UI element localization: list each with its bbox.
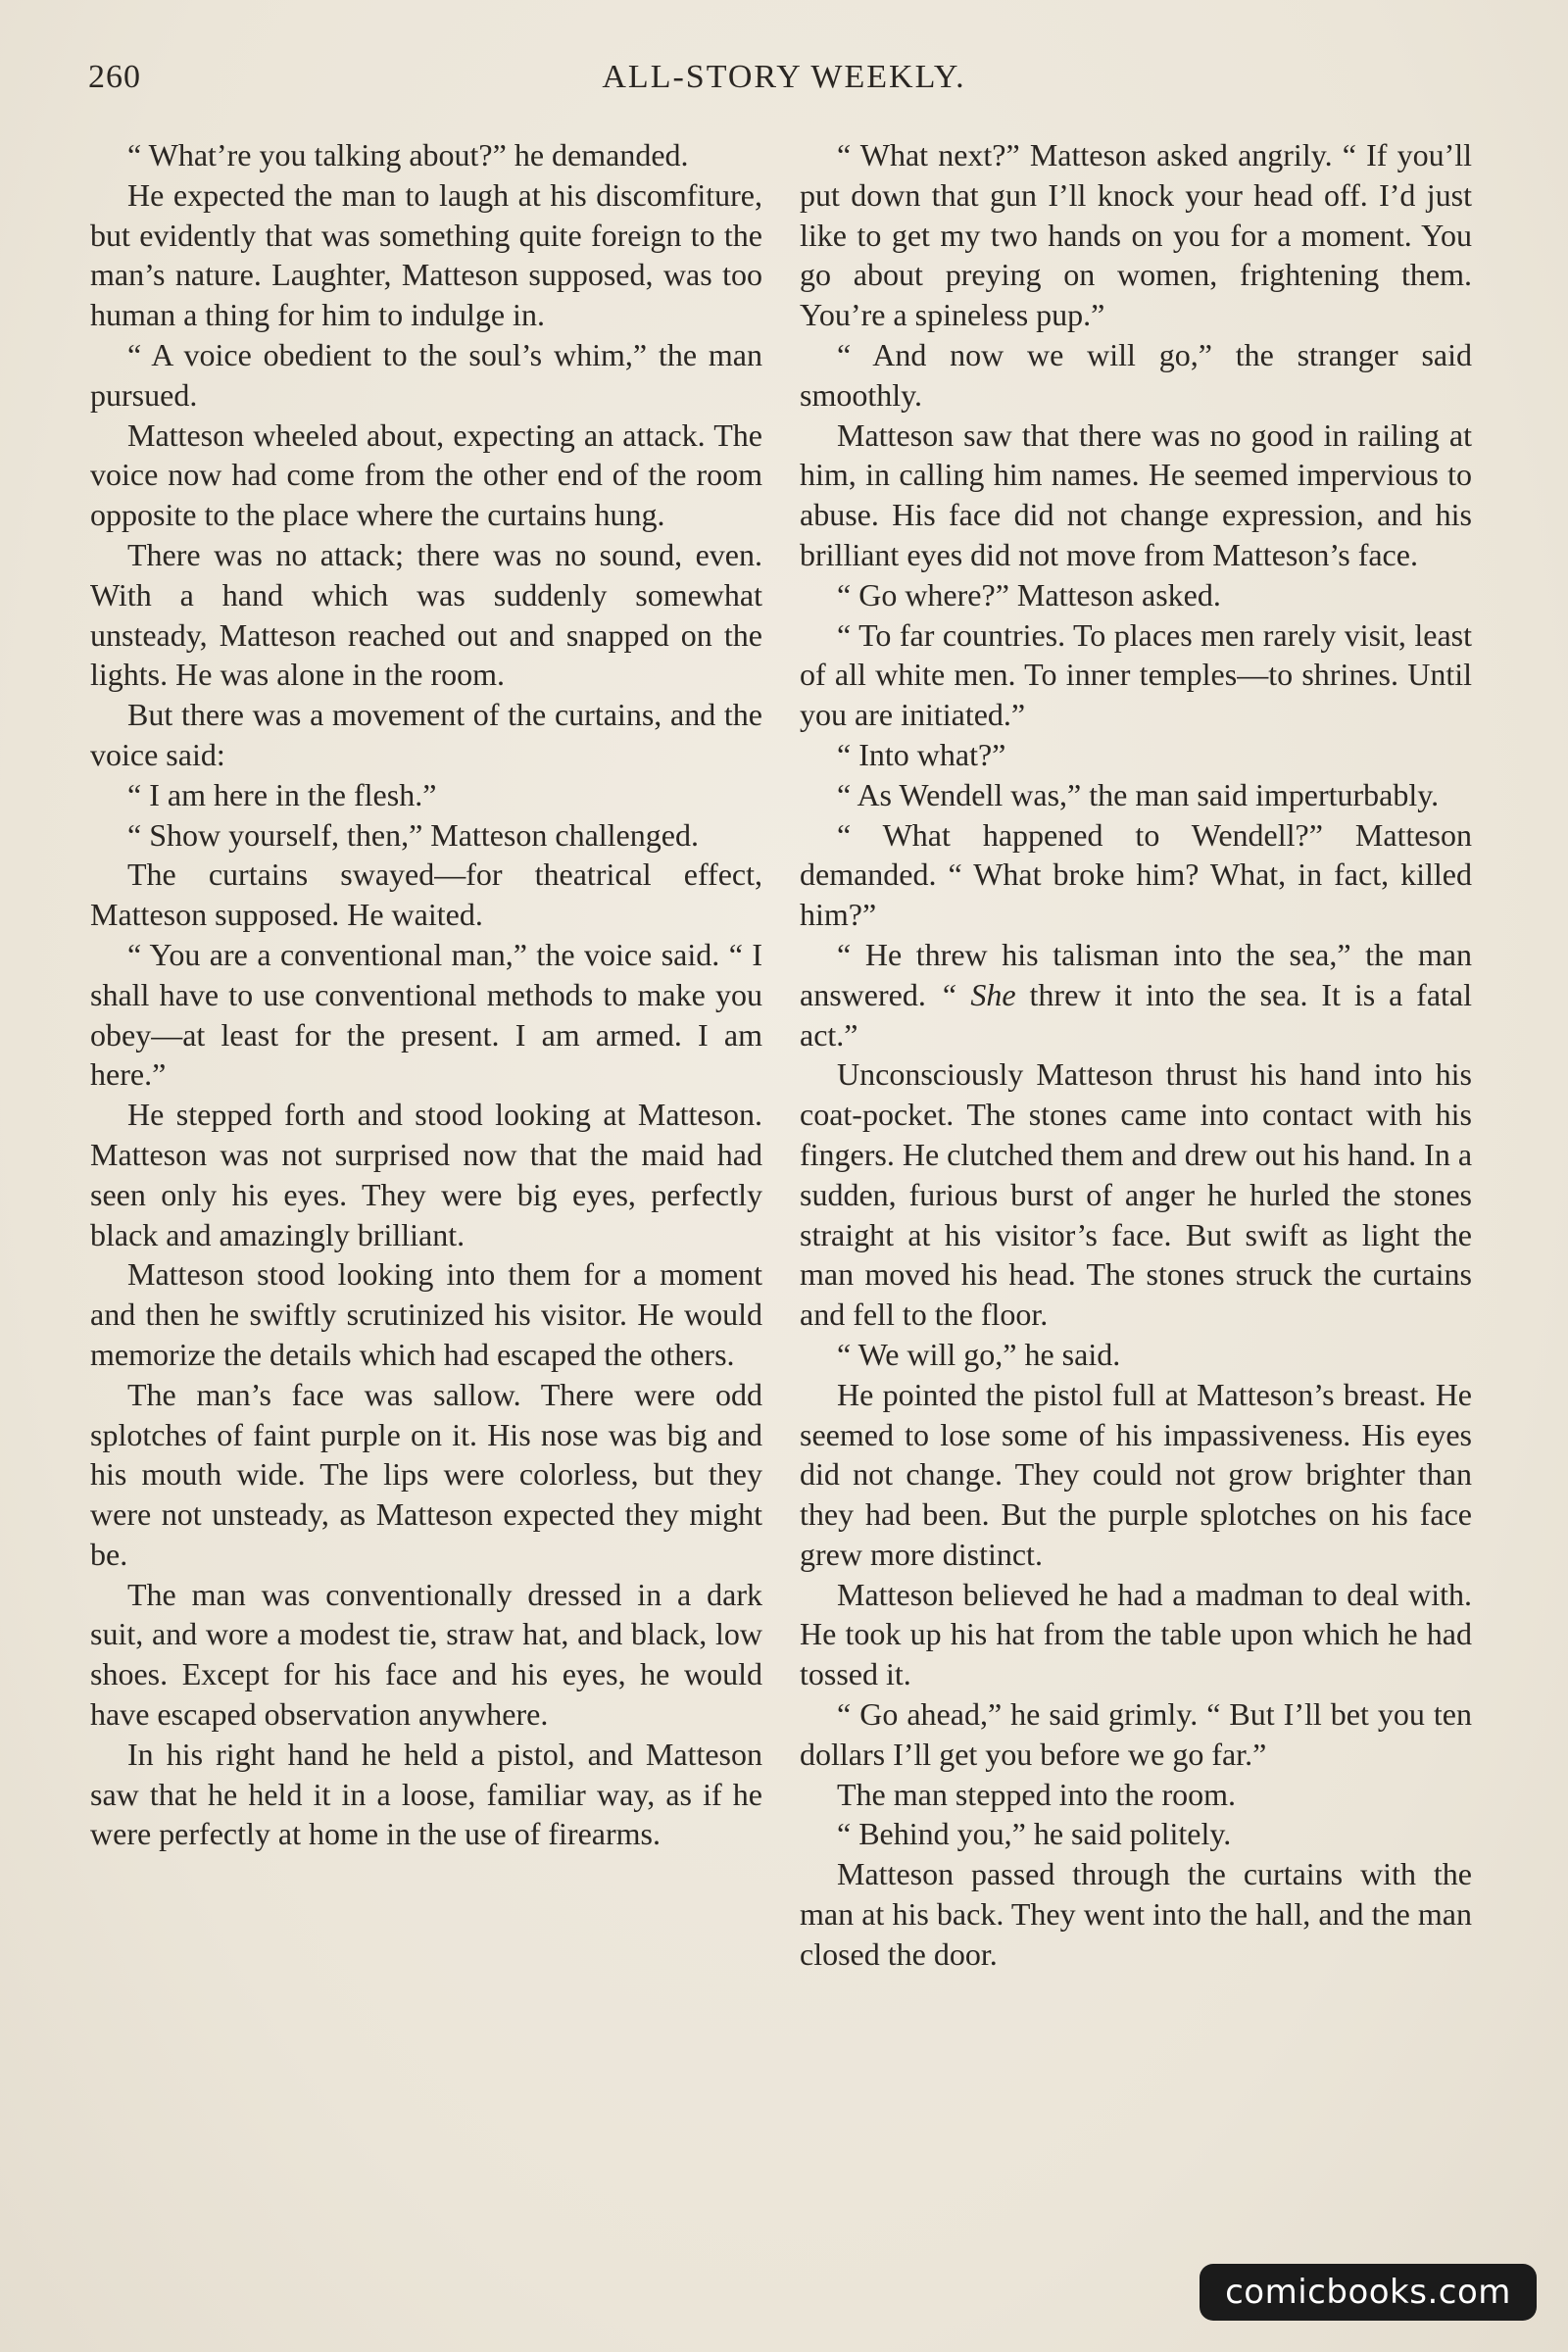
paragraph: The man stepped into the room.: [837, 1776, 1237, 1812]
paragraph: Matteson saw that there was no good in railing at him, in calling him names. He seemed impervious to abuse. His face did not change expression, and his brilliant eyes did not move from Matteson’s face.: [800, 416, 1472, 572]
paragraph: “ What next?” Matteson asked angrily. “ If you’ll put down that gun I’ll knock your head off. I’d just like to get my two hands on you for a moment. You go about preying on women, frightening them. You’re a spineless pup.”: [800, 137, 1472, 333]
paragraph: In his right hand he held a pistol, and Matteson saw that he held it in a loose, familiar way, as if he were perfectly at home in the use of firearms.: [90, 1736, 762, 1852]
paragraph: Matteson wheeled about, expecting an attack. The voice now had come from the other end of the room opposite to the place where the curtains hung.: [90, 416, 762, 533]
italic-emphasis: “ She: [939, 976, 1016, 1012]
paragraph: “ You are a conventional man,” the voice said. “ I shall have to use conventional methods to make you obey—at least for the present. I am armed. I am here.”: [90, 936, 762, 1093]
paragraph: There was no attack; there was no sound, even. With a hand which was suddenly somewhat unsteady, Matteson reached out and snapped on the lights. He was alone in the room.: [90, 536, 762, 693]
running-head: ALL-STORY WEEKLY.: [602, 59, 966, 95]
paragraph: The man’s face was sallow. There were odd splotches of faint purple on it. His nose was big and his mouth wide. The lips were colorless, but they were not unsteady, as Matteson expected they might be.: [90, 1376, 762, 1572]
paragraph: “ Show yourself, then,” Matteson challenged.: [127, 816, 699, 853]
paragraph: He pointed the pistol full at Matteson’s breast. He seemed to lose some of his impassiveness. His eyes did not change. They could not grow brighter than they had been. But the purple splotches on his face grew more distinct.: [800, 1376, 1472, 1572]
left-column: [90, 135, 762, 1854]
paragraph-text: “ He threw his talisman into the sea,” the man answered.: [800, 936, 1472, 1012]
page-header: [88, 59, 1480, 118]
paragraph: “ And now we will go,” the stranger said smoothly.: [800, 336, 1472, 413]
paragraph: [90, 335, 762, 416]
paragraph: “ To far countries. To places men rarely visit, least of all white men. To inner temples—to shrines. Until you are initiated.”: [800, 616, 1472, 733]
paragraph: “ Behind you,” he said politely.: [837, 1816, 1232, 1852]
paragraph: The curtains swayed—for theatrical effect, Matteson supposed. He waited.: [90, 857, 762, 933]
paragraph: Matteson believed he had a madman to deal with. He took up his hat from the table upon which he had tossed it.: [800, 1576, 1472, 1692]
paragraph: He expected the man to laugh at his discomfiture, but evidently that was something quite foreign to the man’s nature. Laughter, Matteson supposed, was too human a thing for him to indulge in.: [90, 176, 762, 333]
paragraph: Unconsciously Matteson thrust his hand into his coat-pocket. The stones came into contact with his fingers. He clutched them and drew out his hand. In a sudden, furious burst of anger he hurled the stones straight at his visitor’s face. But swift as light the man moved his head. The stones struck the curtains and fell to the floor.: [800, 1056, 1473, 1333]
paragraph: “ Go where?” Matteson asked.: [837, 576, 1221, 612]
paragraph: “ Into what?”: [837, 736, 1006, 772]
paragraph: “ I am here in the flesh.”: [127, 776, 437, 812]
paragraph: The man was conventionally dressed in a dark suit, and wore a modest tie, straw hat, and black, low shoes. Except for his face and his eyes, he would have escaped observation anywhere.: [90, 1576, 762, 1733]
paragraph: Matteson stood looking into them for a moment and then he swiftly scrutinized his visitor. He would memorize the details which had escaped the others.: [90, 1256, 762, 1372]
watermark-text: comicbooks.com: [1225, 2273, 1511, 2312]
paragraph: “ We will go,” he said.: [837, 1336, 1121, 1372]
paragraph: “ What happened to Wendell?” Matteson demanded. “ What broke him? What, in fact, killed him?”: [800, 816, 1472, 933]
watermark-badge: [1200, 2264, 1537, 2321]
page-number: 260: [88, 59, 141, 95]
paragraph: “ As Wendell was,” the man said imperturbably.: [837, 776, 1440, 812]
paragraph: “ What’re you talking about?” he demanded.: [127, 137, 689, 172]
paragraph: [800, 935, 1472, 1054]
paragraph-line: “ A voice obedient to the soul’s whim,” the man pursued.: [90, 336, 762, 413]
paragraph: Matteson passed through the curtains with the man at his back. They went into the hall, and the man closed the door.: [800, 1856, 1472, 1972]
paragraph: He stepped forth and stood looking at Matteson. Matteson was not surprised now that the maid had seen only his eyes. They were big eyes, perfectly black and amazingly brilliant.: [90, 1097, 762, 1252]
paragraph-text: threw it into the sea. It is a fatal act.”: [800, 976, 1473, 1053]
right-column: [800, 135, 1472, 1975]
paragraph: But there was a movement of the curtains, and the voice said:: [90, 697, 762, 772]
paragraph: “ Go ahead,” he said grimly. “ But I’ll bet you ten dollars I’ll get you before we go far.”: [800, 1696, 1472, 1772]
